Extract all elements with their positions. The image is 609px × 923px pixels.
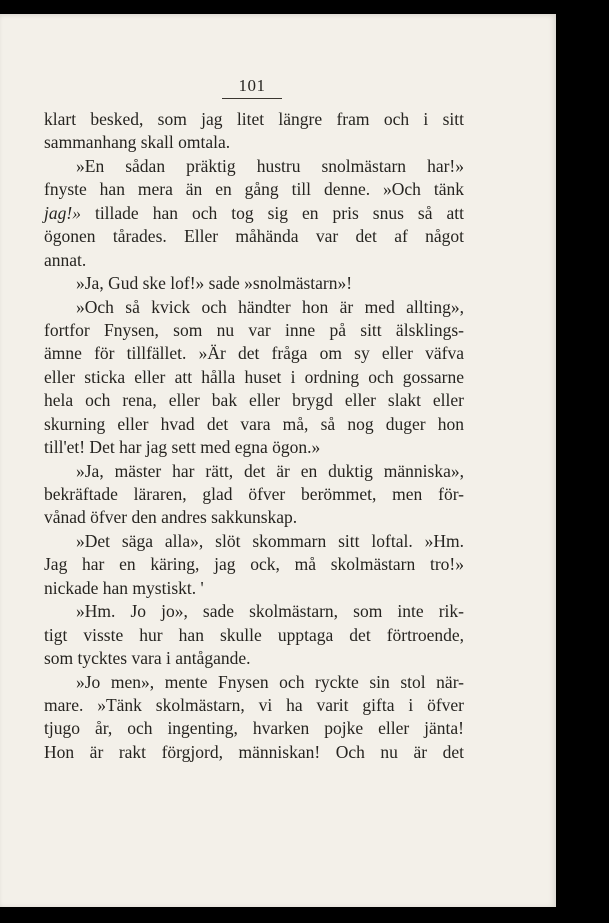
text-line: »En sådan präktig hustru snolmästarn har!»: [76, 155, 464, 176]
text-line: tigt visste hur han skulle upptaga det förtroende,: [44, 624, 464, 645]
text-line: »Ja, mäster har rätt, det är en duktig människa»,: [76, 460, 464, 481]
text-line: [44, 202, 464, 225]
page-number: 101: [238, 76, 266, 95]
text-line: bekräftade läraren, glad öfver berömmet, men för-: [44, 484, 464, 504]
text-line: mare. »Tänk skolmästarn, vi ha varit gifta i öfver: [44, 694, 464, 715]
text-line: fortfor Fnysen, som nu var inne på sitt älsklings-: [44, 319, 464, 340]
text-line: fnyste han mera än en gång till denne. »Och tänk: [44, 179, 464, 200]
text-line: Jag har en käring, jag ock, må skolmästarn tro!»: [44, 554, 464, 575]
text-line: nickade han mystiskt. ': [44, 577, 204, 598]
text-line: hela och rena, eller bak eller brygd eller slakt eller: [44, 390, 464, 411]
text-line: vånad öfver den andres sakkunskap.: [44, 507, 298, 528]
text-line: eller sticka eller att hålla huset i ordning och gossarne: [44, 366, 464, 387]
italic-word: jag!»: [44, 202, 81, 223]
text-line: sammanhang skall omtala.: [44, 132, 231, 153]
text-line: annat.: [44, 249, 87, 270]
text-line: tjugo år, och ingenting, hvarken pojke eller jänta!: [44, 718, 464, 739]
text-line: till'et! Det har jag sett med egna ögon.»: [44, 437, 321, 458]
text-line: »Hm. Jo jo», sade skolmästarn, som inte rik-: [76, 601, 464, 622]
page-number-rule: [222, 98, 282, 99]
text-line: som tycktes vara i antågande.: [44, 648, 251, 669]
book-page: [0, 14, 556, 907]
text-line: »Jo men», mente Fnysen och ryckte sin stol när-: [76, 671, 464, 692]
text-line: »Och så kvick och händter hon är med allting»,: [76, 296, 464, 317]
text-line: klart besked, som jag litet längre fram och i sitt: [44, 109, 464, 129]
text-line: skurning eller hvad det vara må, så nog duger hon: [44, 413, 464, 434]
text-line: ämne för tillfället. »Är det fråga om sy eller väfva: [44, 343, 464, 364]
text-line: »Det säga alla», slöt skommarn sitt loftal. »Hm.: [76, 530, 464, 551]
text-line: »Ja, Gud ske lof!» sade »snolmästarn»!: [76, 273, 353, 294]
body-text: [44, 108, 464, 764]
text-line: ögonen tårades. Eller måhända var det af något: [44, 226, 464, 247]
text-line: Hon är rakt förgjord, människan! Och nu är det: [44, 741, 464, 762]
text-fragment: tillade han och tog sig en pris snus så att: [80, 202, 464, 223]
